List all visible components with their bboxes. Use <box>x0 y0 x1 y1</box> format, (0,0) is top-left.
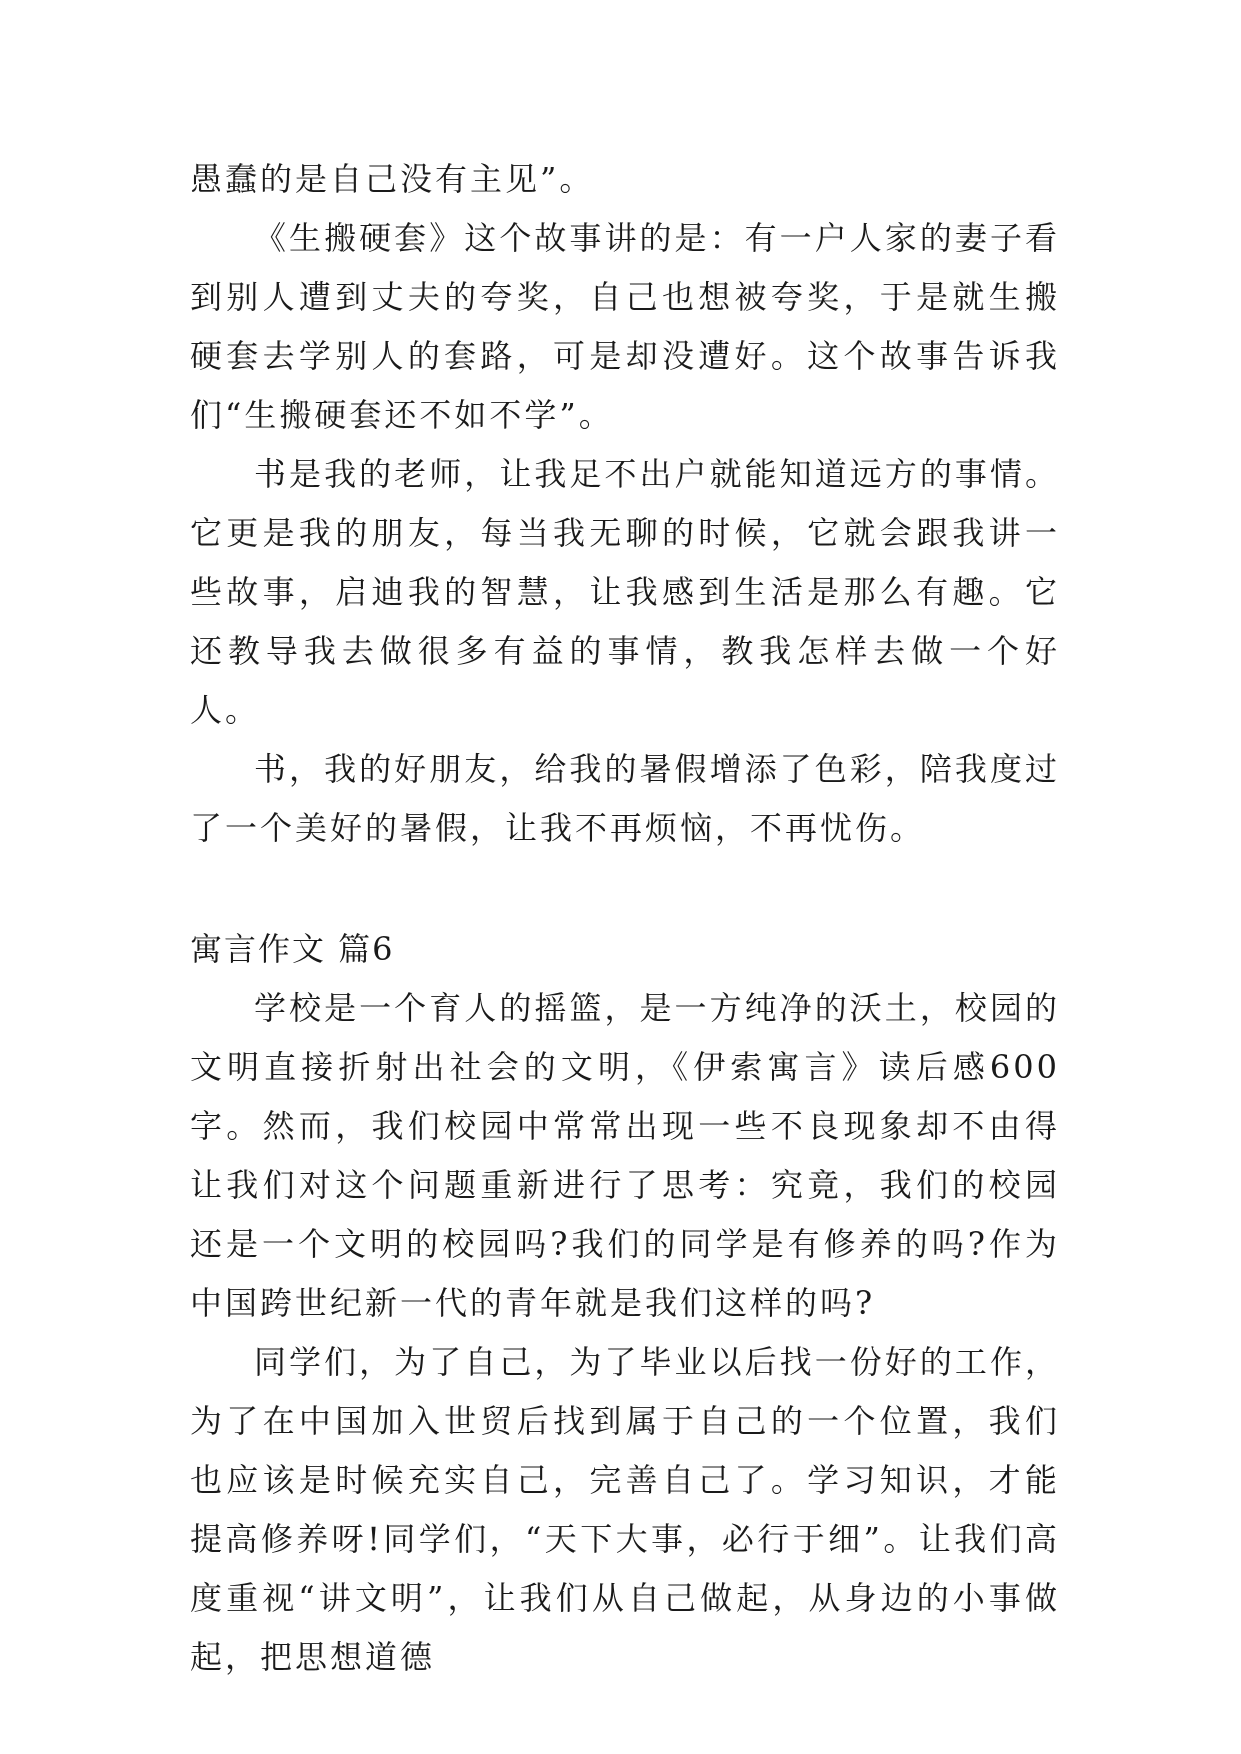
paragraph-book-teacher: 书是我的老师，让我足不出户就能知道远方的事情。它更是我的朋友，每当我无聊的时候，它就会跟我讲一些故事，启迪我的智慧，让我感到生活是那么有趣。它还教导我去做很多有益的事情，教我怎样去做一个好人。 <box>190 455 1060 729</box>
paragraph-book-friend: 书，我的好朋友，给我的暑假增添了色彩，陪我度过了一个美好的暑假，让我不再烦恼，不再忧伤。 <box>190 750 1060 847</box>
paragraph-classmates: 同学们，为了自己，为了毕业以后找一份好的工作，为了在中国加入世贸后找到属于自己的一个位置，我们也应该是时候充实自己，完善自己了。学习知识，才能提高修养呀!同学们，“天下大事，必行于细”。让我们高度重视“讲文明”，让我们从自己做起，从身边的小事做起，把思想道德 <box>190 1343 1060 1676</box>
document-body <box>190 150 1060 1687</box>
paragraph-story-shengbanyingtao: 《生搬硬套》这个故事讲的是：有一户人家的妻子看到别人遭到丈夫的夸奖，自己也想被夸奖，于是就生搬硬套去学别人的套路，可是却没遭好。这个故事告诉我们“生搬硬套还不如不学”。 <box>190 219 1060 434</box>
paragraph-continuation: 愚蠢的是自己没有主见”。 <box>190 160 595 198</box>
paragraph-school: 学校是一个育人的摇篮，是一方纯净的沃土，校园的文明直接折射出社会的文明，《伊索寓言》读后感600字。然而，我们校园中常常出现一些不良现象却不由得让我们对这个问题重新进行了思考：究竟，我们的校园还是一个文明的校园吗?我们的同学是有修养的吗?作为中国跨世纪新一代的青年就是我们这样的吗? <box>190 989 1060 1322</box>
section-heading: 寓言作文 篇6 <box>190 930 395 968</box>
section-spacer <box>190 858 1060 920</box>
